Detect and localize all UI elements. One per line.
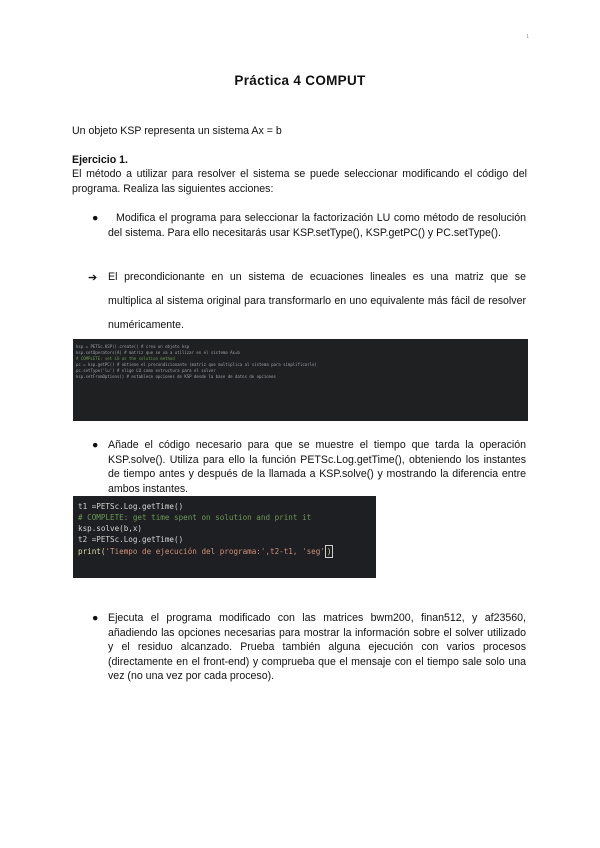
code-paren: ) bbox=[326, 547, 332, 556]
page-number: 1 bbox=[526, 34, 529, 40]
code-line: ksp.setFromOptions() # establece opciones de KSP desde la base de datos de opciones bbox=[76, 374, 276, 379]
arrow-note: El precondicionante en un sistema de ecuaciones lineales es una matriz que se multiplica al sistema original para transformarlo en uno equivalente más fácil de resolver numéricamente. bbox=[108, 271, 526, 331]
intro-paragraph: Un objeto KSP representa un sistema Ax = b bbox=[72, 125, 282, 137]
bullet-icon: ● bbox=[92, 612, 99, 624]
code-line: ksp.solve(b,x) bbox=[78, 524, 143, 533]
bullet-icon: ● bbox=[92, 212, 99, 224]
code-function: print( bbox=[78, 547, 106, 556]
code-screenshot-2 bbox=[73, 496, 376, 578]
code-comment-line: # COMPLETE: get time spent on solution and print it bbox=[78, 513, 312, 522]
bullet-icon: ● bbox=[92, 439, 99, 451]
arrow-right-icon: ➔ bbox=[88, 272, 98, 284]
bullet-item-1: Modifica el programa para seleccionar la factorización LU como método de resolución del sistema. Para ello necesitarás usar KSP.setType(), KSP.getPC() y PC.setType(). bbox=[108, 212, 526, 239]
exercise-heading: Ejercicio 1. bbox=[72, 154, 128, 166]
code-line: t2 =PETSc.Log.getTime() bbox=[78, 535, 184, 544]
code-line: t1 =PETSc.Log.getTime() bbox=[78, 502, 184, 511]
code-string: 'Tiempo de ejecución del programa:',t2-t1, 'seg' bbox=[105, 547, 325, 556]
code-line: pc.setType('lu') # elige LU como estructura para el solver bbox=[76, 368, 216, 373]
page-title: Práctica 4 COMPUT bbox=[234, 73, 366, 88]
code-line bbox=[73, 545, 376, 558]
code-comment-line: # COMPLETE: set LU as the solution method bbox=[76, 356, 175, 361]
bullet-item-3: Ejecuta el programa modificado con las matrices bwm200, finan512, y af23560, añadiendo las opciones necesarias para mostrar la información sobre el solver utilizado y el residuo alcanzado. Prueba también alguna ejecución con varios procesos (directamente en el front-end) y comprueba que el mensaje con el tiempo sale solo una vez (no una vez por cada proceso). bbox=[108, 612, 526, 682]
code-line: ksp = PETSc.KSP().create() # crea un objeto ksp bbox=[76, 344, 190, 349]
code-screenshot-1 bbox=[73, 339, 528, 421]
exercise-description: El método a utilizar para resolver el sistema se puede seleccionar modificando el código del programa. Realiza las siguientes acciones: bbox=[72, 168, 527, 195]
code-line: pc = ksp.getPC() # obtiene el precondicionante (matriz que multiplica al sistema para simplificarlo) bbox=[76, 362, 317, 367]
code-line: ksp.setOperators(A) # matriz que se va a utilizar en el sistema Ax=b bbox=[76, 350, 240, 355]
bullet-item-2: Añade el código necesario para que se muestre el tiempo que tarda la operación KSP.solve(). Utiliza para ello la función PETSc.Log.getTime(), obteniendo los instantes de tiempo antes y después de la llamada a KSP.solve() y mostrando la diferencia entre ambos instantes. bbox=[108, 439, 526, 495]
